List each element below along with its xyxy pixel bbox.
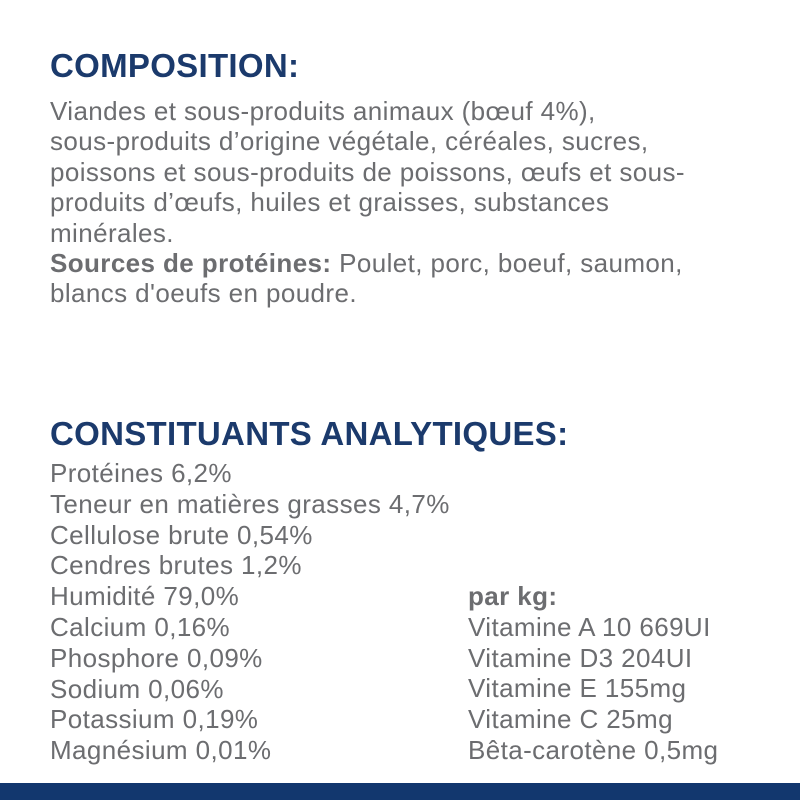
per-kg-block bbox=[468, 581, 718, 766]
composition-line: sous-produits d’origine végétale, céréales, sucres, bbox=[50, 126, 649, 157]
composition-line: Viandes et sous-produits animaux (bœuf 4%), bbox=[50, 96, 596, 126]
perkg-item-vitamine-a: Vitamine A 10 669UI bbox=[468, 611, 711, 642]
analytics-item-cellulose: Cellulose brute 0,54% bbox=[50, 519, 313, 550]
analytics-item-cendres: Cendres brutes 1,2% bbox=[50, 550, 302, 581]
protein-sources-line-2: blancs d'oeufs en poudre. bbox=[50, 278, 357, 309]
analytical-constituents-heading: CONSTITUANTS ANALYTIQUES: bbox=[50, 415, 569, 452]
analytics-item-sodium: Sodium 0,06% bbox=[50, 673, 224, 704]
analytics-item-humidite: Humidité 79,0% bbox=[50, 581, 240, 612]
footer-bar bbox=[0, 783, 800, 800]
composition-text bbox=[50, 96, 685, 309]
protein-sources-text: Poulet, porc, boeuf, saumon, bbox=[331, 248, 683, 279]
perkg-item-beta-carotene: Bêta-carotène 0,5mg bbox=[468, 734, 719, 765]
analytics-item-magnesium: Magnésium 0,01% bbox=[50, 735, 272, 766]
analytics-item-potassium: Potassium 0,19% bbox=[50, 704, 259, 735]
perkg-item-vitamine-e: Vitamine E 155mg bbox=[468, 673, 687, 704]
per-kg-label: par kg: bbox=[468, 581, 558, 611]
composition-line: minérales. bbox=[50, 217, 174, 248]
analytics-item-calcium: Calcium 0,16% bbox=[50, 611, 231, 642]
analytical-constituents-list bbox=[50, 458, 450, 766]
analytics-item-proteines: Protéines 6,2% bbox=[50, 458, 232, 488]
composition-line: produits d’œufs, huiles et graisses, substances bbox=[50, 187, 610, 218]
composition-heading: COMPOSITION: bbox=[50, 47, 300, 84]
perkg-item-vitamine-c: Vitamine C 25mg bbox=[468, 704, 673, 735]
composition-line: poissons et sous-produits de poissons, œufs et sous- bbox=[50, 156, 685, 187]
protein-sources-label: Sources de protéines: bbox=[50, 248, 332, 279]
protein-sources-line bbox=[50, 248, 685, 278]
analytics-item-matieres-grasses: Teneur en matières grasses 4,7% bbox=[50, 488, 450, 519]
analytics-item-phosphore: Phosphore 0,09% bbox=[50, 642, 263, 673]
perkg-item-vitamine-d3: Vitamine D3 204UI bbox=[468, 642, 693, 673]
